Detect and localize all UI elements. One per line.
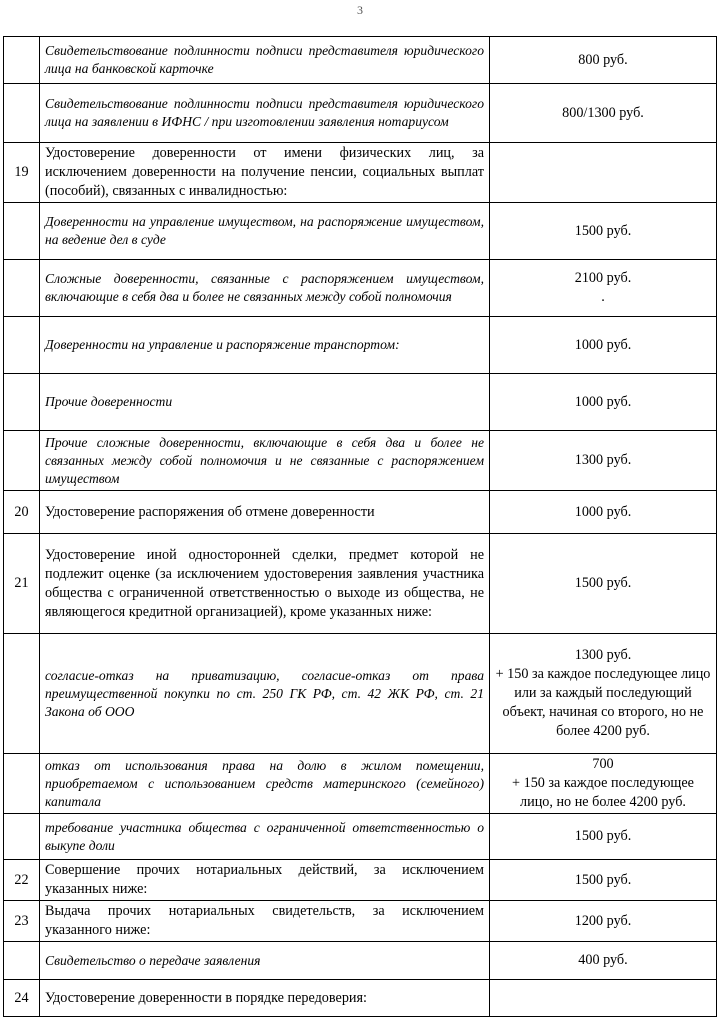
table-row — [4, 901, 717, 942]
row-number: 19 — [4, 143, 40, 203]
table-row — [4, 317, 717, 374]
row-number — [4, 203, 40, 260]
service-description: Прочие доверенности — [40, 374, 490, 431]
service-price: 1000 руб. — [490, 317, 717, 374]
service-price: 1300 руб. + 150 за каждое последующее лицо или за каждый последующий объект, начиная со второго, но не более 4200 руб. — [490, 634, 717, 754]
row-number — [4, 634, 40, 754]
service-description: Удостоверение распоряжения об отмене доверенности — [40, 491, 490, 534]
row-number: 20 — [4, 491, 40, 534]
table-row — [4, 814, 717, 860]
service-price: 1500 руб. — [490, 534, 717, 634]
service-description: отказ от использования права на долю в жилом помещении, приобретаемом с использованием средств материнского (семейного) капитала — [40, 754, 490, 814]
service-price: 400 руб. — [490, 942, 717, 980]
service-description: Свидетельство о передаче заявления — [40, 942, 490, 980]
service-price: 1500 руб. — [490, 860, 717, 901]
tariff-table — [3, 36, 717, 1017]
service-description: Свидетельствование подлинности подписи представителя юридического лица на заявлении в ИФНС / при изготовлении заявления нотариусом — [40, 84, 490, 143]
table-row — [4, 431, 717, 491]
service-description: Совершение прочих нотариальных действий, за исключением указанных ниже: — [40, 860, 490, 901]
service-price: 1000 руб. — [490, 374, 717, 431]
row-number — [4, 260, 40, 317]
row-number — [4, 37, 40, 84]
table-row — [4, 860, 717, 901]
service-price: 1500 руб. — [490, 203, 717, 260]
service-description: Выдача прочих нотариальных свидетельств, за исключением указанного ниже: — [40, 901, 490, 942]
service-price: 800 руб. — [490, 37, 717, 84]
row-number — [4, 431, 40, 491]
table-row — [4, 942, 717, 980]
table-row — [4, 634, 717, 754]
service-price — [490, 143, 717, 203]
service-description: требование участника общества с ограниченной ответственностью о выкупе доли — [40, 814, 490, 860]
row-number: 21 — [4, 534, 40, 634]
table-row — [4, 980, 717, 1017]
service-price: 1000 руб. — [490, 491, 717, 534]
row-number — [4, 374, 40, 431]
service-description: Удостоверение доверенности от имени физических лиц, за исключением доверенности на получение пенсии, социальных выплат (пособий), связанных с инвалидностью: — [40, 143, 490, 203]
service-price: 2100 руб. . — [490, 260, 717, 317]
service-price — [490, 980, 717, 1017]
row-number — [4, 84, 40, 143]
table-row — [4, 143, 717, 203]
service-price: 1200 руб. — [490, 901, 717, 942]
table-row — [4, 534, 717, 634]
row-number: 23 — [4, 901, 40, 942]
table-row — [4, 491, 717, 534]
service-description: Доверенности на управление имуществом, на распоряжение имуществом, на ведение дел в суде — [40, 203, 490, 260]
row-number — [4, 754, 40, 814]
row-number: 24 — [4, 980, 40, 1017]
service-price: 700 + 150 за каждое последующее лицо, но не более 4200 руб. — [490, 754, 717, 814]
service-description: Удостоверение иной односторонней сделки, предмет которой не подлежит оценке (за исключением удостоверения заявления участника общества с ограниченной ответственностью о выходе из общества, не являющегося кредитной организацией), кроме указанных ниже: — [40, 534, 490, 634]
row-number — [4, 317, 40, 374]
service-price: 1500 руб. — [490, 814, 717, 860]
service-description: Удостоверение доверенности в порядке передоверия: — [40, 980, 490, 1017]
table-row — [4, 260, 717, 317]
row-number — [4, 942, 40, 980]
table-row — [4, 374, 717, 431]
row-number: 22 — [4, 860, 40, 901]
table-row — [4, 37, 717, 84]
page-number: 3 — [357, 3, 363, 17]
service-price: 800/1300 руб. — [490, 84, 717, 143]
table-row — [4, 84, 717, 143]
service-description: Сложные доверенности, связанные с распоряжением имуществом, включающие в себя два и более не связанных между собой полномочия — [40, 260, 490, 317]
service-description: Свидетельствование подлинности подписи представителя юридического лица на банковской карточке — [40, 37, 490, 84]
service-description: Прочие сложные доверенности, включающие в себя два и более не связанных между собой полномочия и не связанные с распоряжением имуществом — [40, 431, 490, 491]
table-row — [4, 754, 717, 814]
service-price: 1300 руб. — [490, 431, 717, 491]
service-description: согласие-отказ на приватизацию, согласие-отказ от права преимущественной покупки по ст. 250 ГК РФ, ст. 42 ЖК РФ, ст. 21 Закона об ООО — [40, 634, 490, 754]
row-number — [4, 814, 40, 860]
service-description: Доверенности на управление и распоряжение транспортом: — [40, 317, 490, 374]
table-row — [4, 203, 717, 260]
